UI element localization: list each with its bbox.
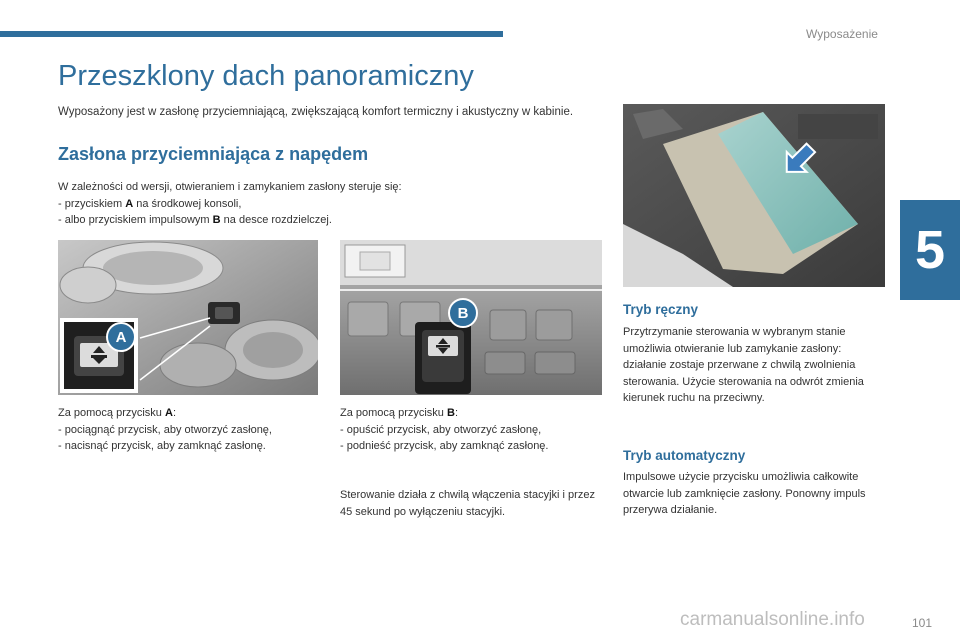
label-a-badge: A (106, 322, 136, 352)
dashboard-switch-photo (340, 240, 602, 395)
blind-description (58, 179, 578, 229)
console-switch-photo (58, 240, 318, 395)
blind-desc-line: W zależności od wersji, otwieraniem i zamykaniem zasłony steruje się: (58, 181, 402, 193)
chapter-tab[interactable] (900, 200, 960, 300)
roof-photo (623, 104, 885, 287)
page-number: 101 (912, 616, 933, 630)
panoramic-roof-illustration (623, 104, 885, 287)
auto-mode-heading: Tryb automatyczny (623, 448, 746, 463)
blind-item-a: - przyciskiem A na środkowej konsoli, (58, 197, 242, 210)
button-a-instructions (58, 405, 323, 455)
blind-heading: Zasłona przyciemniająca z napędem (58, 144, 369, 164)
button-a-line: - pociągnąć przycisk, aby otworzyć zasłonę, (58, 423, 272, 436)
button-b-instructions (340, 405, 605, 455)
button-a-lead: Za pomocą przycisku A: (58, 407, 176, 419)
button-a-line: - nacisnąć przycisk, aby zamknąć zasłonę. (58, 440, 266, 452)
header-bar (0, 31, 503, 37)
button-b-line: - podnieść przycisk, aby zamknąć zasłonę. (340, 440, 549, 452)
watermark: carmanualsonline.info (680, 609, 865, 630)
chapter-number: 5 (914, 220, 946, 280)
auto-mode-text: Impulsowe użycie przycisku umożliwia całkowite otwarcie lub zamknięcie zasłony. Ponowny impuls przerywa działanie. (623, 471, 866, 516)
intro-text: Wyposażony jest w zasłonę przyciemniającą, zwiększającą komfort termiczny i akustyczny w kabinie. (58, 106, 574, 118)
button-b-line: - opuścić przycisk, aby otworzyć zasłonę, (340, 423, 542, 436)
console-switch-illustration (58, 240, 318, 395)
blind-item-b: - albo przyciskiem impulsowym B na desce rozdzielczej. (58, 214, 332, 226)
manual-mode-heading: Tryb ręczny (623, 302, 699, 317)
manual-mode-text: Przytrzymanie sterowania w wybranym stanie umożliwia otwieranie lub zamykanie zasłony: działanie zostaje przerwane z chwilą zwolnienia sterowania. Użycie sterowania na odwrót zmienia kierunek ruchu na przeciwny. (623, 326, 864, 404)
page-title: Przeszklony dach panoramiczny (58, 60, 474, 92)
label-b-badge: B (448, 298, 478, 328)
section-name: Wyposażenie (806, 27, 878, 41)
ignition-note: Sterowanie działa z chwilą włączenia stacyjki i przez 45 sekund po wyłączeniu stacyjki. (340, 489, 595, 518)
button-b-lead: Za pomocą przycisku B: (340, 407, 458, 419)
